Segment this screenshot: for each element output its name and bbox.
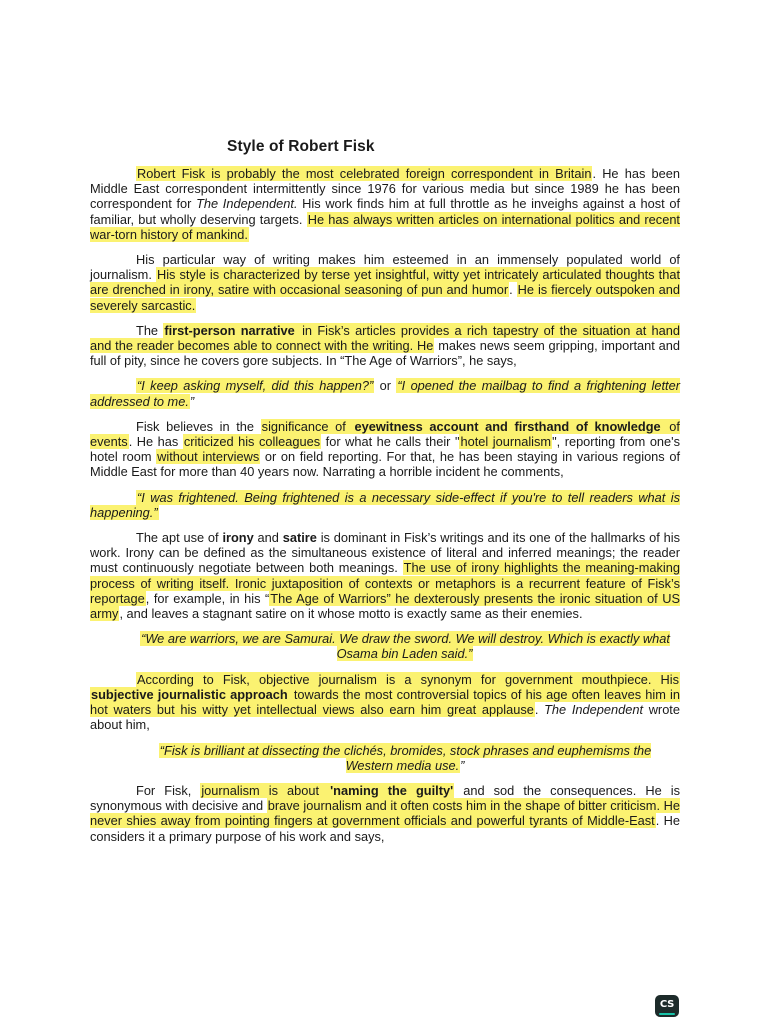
paragraph-text: His particular way of writing makes him esteemed in an immensely populated world of journalism. bbox=[90, 252, 680, 283]
paragraph-text: and sod the consequences. He is synonymous with decisive and bbox=[90, 782, 680, 814]
italic-text: The Independent bbox=[544, 702, 643, 718]
highlighted-text: without interviews bbox=[157, 449, 260, 465]
quote-connector: or bbox=[374, 378, 397, 394]
highlighted-text: in Fisk’s articles provides a rich tapestry of the situation at hand and the reader becomes able to connect with the writing. He bbox=[90, 322, 681, 354]
paragraph-irony bbox=[90, 530, 680, 621]
highlighted-text: He is fiercely outspoken and severely sarcastic. bbox=[90, 282, 680, 313]
paragraph-intro bbox=[90, 166, 680, 242]
paragraph-objective-journalism bbox=[90, 672, 680, 733]
paragraph-text: or on field reporting. For that, he has been staying in various regions of Middle East for more than 40 years now. Narrating a horrible incident he comments, bbox=[90, 449, 680, 480]
highlighted-quote: “Fisk is brilliant at dissecting the clichés, bromides, stock phrases and euphemisms the Western media use. bbox=[159, 742, 652, 773]
highlighted-text: brave journalism and it often costs him in the shape of bitter criticism. He never shies away from pointing fingers at government officials and powerful tyrants of Middle-East bbox=[90, 798, 681, 829]
highlighted-text: According to Fisk, objective journalism is a synonym for government mouthpiece. His bbox=[137, 671, 679, 687]
paragraph-text: The apt use of bbox=[136, 530, 223, 546]
camscanner-logo-icon: CS bbox=[655, 995, 679, 1017]
highlighted-text: He has always written articles on international politics and recent war-torn history of mankind. bbox=[90, 211, 680, 242]
highlighted-quote: “I opened the mailbag to find a frightening letter addressed to me. bbox=[90, 378, 680, 409]
highlighted-bold-text: subjective journalistic approach bbox=[91, 686, 288, 702]
highlighted-bold-text: first-person narrative bbox=[164, 322, 295, 338]
highlighted-text: The Age of Warriors” he dexterously presents the ironic situation of US army bbox=[90, 590, 680, 622]
paragraph-text: is dominant in Fisk’s writings and its one of the hallmarks of his work. Irony can be defined as the simultaneous existence of literal and inferred meanings; the reader must continuously negotiate between both meanings. bbox=[90, 530, 680, 576]
highlighted-text: significance of bbox=[261, 418, 353, 434]
paragraph-text: . He has bbox=[128, 434, 183, 450]
highlighted-quote: “We are warriors, we are Samurai. We draw the sword. We will destroy. Which is exactly what Osama bin Laden said.” bbox=[141, 631, 670, 662]
paragraph-text: Fisk believes in the bbox=[136, 418, 261, 434]
bold-text: irony bbox=[222, 530, 254, 546]
page-title: Style of Robert Fisk bbox=[227, 138, 375, 155]
quote-mailbag bbox=[90, 378, 680, 408]
quote-warriors bbox=[90, 631, 680, 661]
paragraph-text: and bbox=[253, 530, 283, 546]
paragraph-text: . He considers it a primary purpose of his work and says, bbox=[90, 813, 680, 844]
quote-text: ” bbox=[189, 393, 195, 409]
highlighted-text: hotel journalism bbox=[460, 434, 552, 450]
paragraph-text: For Fisk, bbox=[136, 782, 201, 798]
paragraph-text: ", reporting from one's hotel room bbox=[90, 434, 681, 465]
paragraph-naming-the-guilty bbox=[90, 783, 680, 844]
italic-text: The Independent. bbox=[196, 196, 298, 212]
document-body bbox=[90, 138, 680, 854]
highlighted-text: Robert Fisk is probably the most celebrated foreign correspondent in Britain bbox=[137, 166, 592, 181]
highlighted-text: criticized his colleagues bbox=[183, 434, 321, 450]
quote-frightened bbox=[90, 490, 680, 520]
paragraph-style bbox=[90, 252, 680, 313]
paragraph-text: . bbox=[509, 282, 517, 298]
highlighted-text: The use of irony highlights the meaning-making process of writing itself. Ironic juxtaposition of contexts or metaphors is a recurrent feature of Fisk’s reportage bbox=[90, 560, 680, 606]
highlighted-text: journalism is about bbox=[201, 782, 329, 798]
highlighted-bold-text: eyewitness account and firsthand of knowledge bbox=[354, 418, 661, 434]
paragraph-eyewitness bbox=[90, 419, 680, 480]
paragraph-text: wrote about him, bbox=[90, 702, 680, 733]
paragraph-text: for what he calls their " bbox=[321, 434, 460, 450]
bold-text: satire bbox=[282, 530, 317, 546]
highlighted-text: of events bbox=[90, 418, 680, 450]
highlighted-quote: “I keep asking myself, did this happen?” bbox=[137, 378, 374, 394]
highlighted-text: towards the most controversial topics of his age often leaves him in hot waters but his witty yet intellectual views also earn him great applause bbox=[90, 686, 680, 718]
paragraph-text: . He has been Middle East correspondent intermittently since 1976 for various media but since 1989 he has been correspondent for bbox=[90, 166, 681, 212]
quote-text: ” bbox=[460, 757, 465, 773]
paragraph-text: The bbox=[136, 322, 164, 338]
paragraph-text: His work finds him at full throttle as he inveighs against a host of familiar, but wholly deserving targets. bbox=[90, 196, 681, 227]
paragraph-text: , for example, in his “ bbox=[145, 590, 270, 606]
highlighted-text: His style is characterized by terse yet insightful, witty yet intricately articulated thoughts that are drenched in irony, satire with occasional seasoning of pun and humor bbox=[90, 267, 680, 298]
quote-cliches bbox=[90, 743, 680, 773]
paragraph-text: . bbox=[534, 702, 545, 718]
highlighted-bold-text: 'naming the guilty' bbox=[330, 782, 454, 798]
paragraph-first-person bbox=[90, 323, 680, 369]
highlighted-quote: “I was frightened. Being frightened is a necessary side-effect if you're to tell readers what is happening.” bbox=[90, 489, 680, 520]
paragraph-text: makes news seem gripping, important and full of pity, since he covers gore subjects. In “The Age of Warriors”, he says, bbox=[90, 338, 680, 369]
paragraph-text: , and leaves a stagnant satire on it whose motto is exactly same as their enemies. bbox=[119, 606, 583, 622]
